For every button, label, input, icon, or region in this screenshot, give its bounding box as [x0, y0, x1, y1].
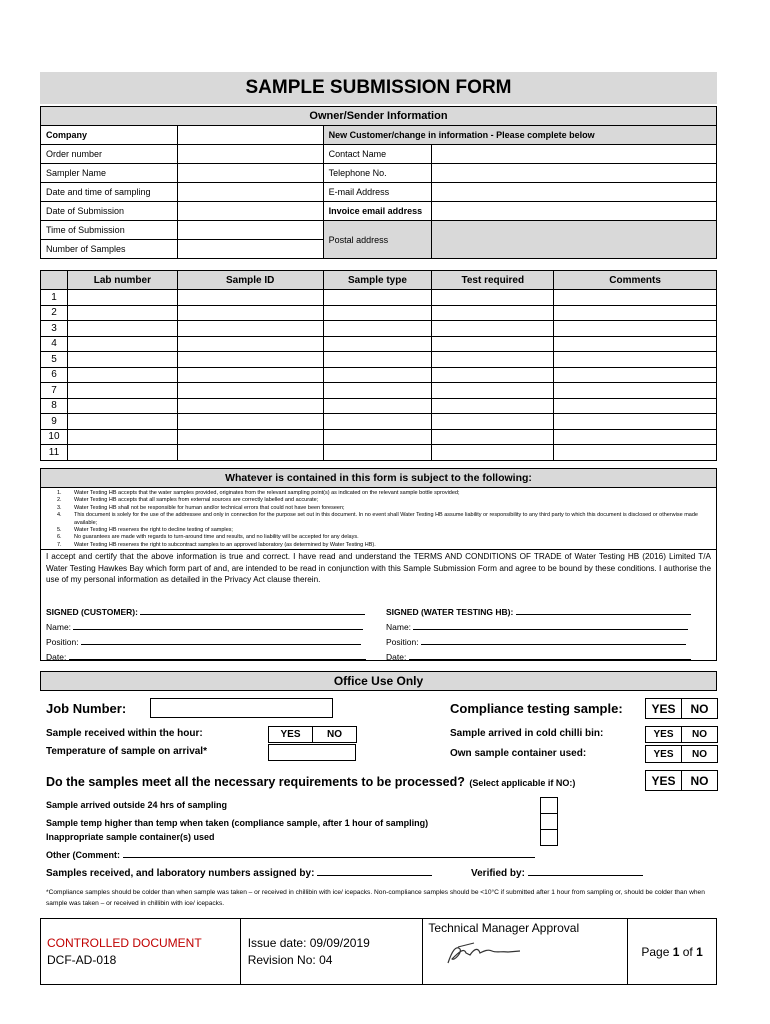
sample-row-number: 4	[41, 336, 68, 352]
terms-item-text: Water Testing HB reserves the right to subcontract samples to an approved laboratory (as determined by Water Testing HB).	[74, 541, 376, 548]
test-required-cell[interactable]	[432, 352, 554, 368]
terms-item-number: 1.	[57, 490, 62, 496]
sample-type-cell[interactable]	[323, 305, 432, 321]
lab-number-header: Lab number	[67, 271, 177, 290]
sample-row	[41, 414, 717, 430]
terms-section	[40, 468, 717, 661]
lab-number-cell[interactable]	[67, 367, 177, 383]
owner-info-header: Owner/Sender Information	[41, 107, 717, 126]
comments-cell[interactable]	[554, 383, 717, 399]
signed-customer-label: SIGNED (CUSTOMER):	[46, 607, 138, 617]
order-number-field[interactable]	[177, 145, 323, 164]
own-container-yes-no	[645, 745, 718, 763]
sample-row-number: 8	[41, 398, 68, 414]
received-assigned-line[interactable]	[317, 875, 432, 876]
terms-item	[47, 497, 710, 504]
postal-address-field[interactable]	[432, 221, 717, 259]
sample-row-number: 9	[41, 414, 68, 430]
terms-item	[47, 505, 710, 512]
terms-item-text: This document is solely for the use of the addressee and only in connection for the purpose set out in this document. In no event shall Water Testing HB assume liability or responsibility to any third party to which this document is disclosed or otherwise made available;	[74, 512, 698, 526]
customer-name-line[interactable]	[73, 629, 363, 630]
sample-id-cell[interactable]	[177, 398, 323, 414]
own-container-label: Own sample container used:	[450, 748, 587, 759]
submission-date-label: Date of Submission	[41, 202, 178, 221]
page-of: of	[679, 944, 697, 959]
owner-info-table	[40, 106, 717, 259]
sample-row	[41, 383, 717, 399]
received-hour-label: Sample received within the hour:	[46, 728, 203, 739]
new-customer-note: New Customer/change in information - Please complete below	[323, 126, 716, 145]
requirements-question-text: Do the samples meet all the necessary requirements to be processed?	[46, 775, 465, 789]
lab-name-line[interactable]	[413, 629, 688, 630]
sample-type-cell[interactable]	[323, 367, 432, 383]
email-label: E-mail Address	[323, 183, 432, 202]
terms-item	[47, 542, 710, 549]
sample-type-cell[interactable]	[323, 414, 432, 430]
lab-number-cell[interactable]	[67, 445, 177, 461]
received-hour-yes-no	[268, 726, 357, 743]
temperature-field[interactable]	[268, 744, 356, 761]
sample-row-number: 11	[41, 445, 68, 461]
sample-row	[41, 321, 717, 337]
compliance-no[interactable]: NO	[682, 699, 718, 719]
terms-item-number: 6.	[57, 534, 62, 541]
reason-outside-24h: Sample arrived outside 24 hrs of sampling	[46, 800, 228, 810]
test-required-cell[interactable]	[432, 429, 554, 445]
sampling-date-label: Date and time of sampling	[41, 183, 178, 202]
postal-address-label: Postal address	[323, 221, 432, 259]
sampling-date-field[interactable]	[177, 183, 323, 202]
sample-id-header: Sample ID	[177, 271, 323, 290]
lab-name-label: Name:	[386, 622, 412, 632]
test-required-cell[interactable]	[432, 414, 554, 430]
form-title-bar	[40, 72, 717, 104]
lab-number-cell[interactable]	[67, 398, 177, 414]
lab-date-label: Date:	[386, 652, 407, 662]
sample-row-number: 1	[41, 290, 68, 306]
own-container-no[interactable]: NO	[682, 746, 718, 763]
page-number-cell	[628, 919, 717, 985]
sample-id-cell[interactable]	[177, 367, 323, 383]
signed-lab-label: SIGNED (WATER TESTING HB):	[386, 607, 514, 617]
acceptance-statement: I accept and certify that the above information is true and correct. I have read and understand the TERMS AND CONDITIONS OF TRADE of Water Testing HB (2016) Limited T/A Water Testing Hawkes Bay which form part of and, are intended to be read in conjunction with this Sample Submission Form and agree to be bound by these conditions. I authorise the use of my personal information as detailed in the Privacy Act clause therein.	[41, 549, 716, 586]
test-required-cell[interactable]	[432, 383, 554, 399]
submission-time-label: Time of Submission	[41, 221, 178, 240]
lab-signature-block	[386, 605, 706, 665]
lab-number-cell[interactable]	[67, 383, 177, 399]
sample-row-number: 3	[41, 321, 68, 337]
requirements-no[interactable]: NO	[682, 771, 718, 791]
page-title: SAMPLE SUBMISSION FORM	[245, 77, 512, 98]
document-code: DCF-AD-018	[47, 952, 117, 967]
terms-item-number: 2.	[57, 497, 62, 504]
cold-bin-no[interactable]: NO	[682, 727, 718, 743]
revision-number: Revision No: 04	[247, 952, 333, 967]
terms-item-text: Water Testing HB accepts that the water samples provided, originates from the relevant sampling point(s) as indicated on the relevant sample bottle sprovided;	[74, 490, 460, 496]
terms-item	[47, 527, 710, 534]
compliance-yes[interactable]: YES	[646, 699, 682, 719]
page-total: 1	[696, 944, 703, 959]
compliance-label: Compliance testing sample:	[450, 701, 623, 716]
sample-row	[41, 290, 717, 306]
received-hour-no[interactable]: NO	[313, 727, 357, 743]
sample-row	[41, 429, 717, 445]
comments-header: Comments	[554, 271, 717, 290]
sample-row-number: 10	[41, 429, 68, 445]
customer-signature-block	[46, 605, 376, 665]
page-prefix: Page	[641, 944, 673, 959]
test-required-cell[interactable]	[432, 367, 554, 383]
checkbox-outside-24h[interactable]	[540, 797, 558, 814]
terms-item-text: Water Testing HB accepts that all samples from external sources are correctly labelled and accurate;	[74, 497, 319, 504]
verified-line[interactable]	[528, 875, 643, 876]
sample-id-cell[interactable]	[177, 429, 323, 445]
samples-table	[40, 270, 717, 461]
sample-row	[41, 336, 717, 352]
comments-cell[interactable]	[554, 398, 717, 414]
sample-type-cell[interactable]	[323, 352, 432, 368]
terms-item	[47, 490, 710, 497]
sample-type-cell[interactable]	[323, 290, 432, 306]
office-use-title: Office Use Only	[333, 674, 424, 688]
terms-item-number: 7.	[57, 541, 62, 548]
sample-row	[41, 398, 717, 414]
terms-item-number: 3.	[57, 504, 62, 511]
terms-item-text: Water Testing HB reserves the right to decline testing of samples;	[74, 527, 233, 534]
sample-type-cell[interactable]	[323, 336, 432, 352]
requirements-question-note: (Select applicable if NO:)	[469, 778, 576, 788]
comments-cell[interactable]	[554, 321, 717, 337]
terms-item-text: Water Testing HB shall not be responsible for human and/or technical errors that could not have been foreseen;	[74, 504, 345, 511]
terms-item	[47, 512, 710, 527]
comments-cell[interactable]	[554, 429, 717, 445]
temperature-label: Temperature of sample on arrival*	[46, 746, 207, 757]
lab-number-cell[interactable]	[67, 336, 177, 352]
company-label: Company	[41, 126, 178, 145]
test-required-cell[interactable]	[432, 305, 554, 321]
cold-bin-yes[interactable]: YES	[646, 727, 682, 743]
comments-cell[interactable]	[554, 290, 717, 306]
sample-id-cell[interactable]	[177, 414, 323, 430]
comments-cell[interactable]	[554, 414, 717, 430]
sample-row-number: 2	[41, 305, 68, 321]
requirements-yes-no	[645, 770, 718, 791]
sample-id-cell[interactable]	[177, 336, 323, 352]
test-required-cell[interactable]	[432, 290, 554, 306]
test-required-cell[interactable]	[432, 321, 554, 337]
controlled-document-cell	[41, 919, 241, 985]
sampler-name-field[interactable]	[177, 164, 323, 183]
document-footer	[40, 918, 717, 985]
compliance-yes-no	[645, 698, 718, 719]
number-of-samples-field[interactable]	[177, 240, 323, 259]
lab-position-label: Position:	[386, 637, 419, 647]
sample-type-cell[interactable]	[323, 445, 432, 461]
email-field[interactable]	[432, 183, 717, 202]
job-number-field[interactable]	[150, 698, 333, 718]
row-number-header	[41, 271, 68, 290]
terms-list	[41, 488, 716, 549]
invoice-email-field[interactable]	[432, 202, 717, 221]
reason-temp-higher: Sample temp higher than temp when taken (compliance sample, after 1 hour of sampling)	[46, 818, 429, 828]
lab-number-cell[interactable]	[67, 352, 177, 368]
telephone-field[interactable]	[432, 164, 717, 183]
approval-label: Technical Manager Approval	[428, 921, 580, 935]
comments-cell[interactable]	[554, 367, 717, 383]
contact-name-field[interactable]	[432, 145, 717, 164]
requirements-question	[46, 773, 575, 791]
sampler-name-label: Sampler Name	[41, 164, 178, 183]
page-current: 1	[672, 944, 680, 959]
sample-row	[41, 352, 717, 368]
sample-type-cell[interactable]	[323, 321, 432, 337]
customer-signature-line[interactable]	[140, 614, 365, 615]
lab-number-cell[interactable]	[67, 290, 177, 306]
terms-header	[41, 469, 716, 488]
invoice-email-label: Invoice email address	[323, 202, 432, 221]
customer-date-label: Date:	[46, 652, 67, 662]
lab-number-cell[interactable]	[67, 321, 177, 337]
sample-row-number: 5	[41, 352, 68, 368]
lab-number-cell[interactable]	[67, 305, 177, 321]
submission-date-field[interactable]	[177, 202, 323, 221]
sample-id-cell[interactable]	[177, 352, 323, 368]
test-required-cell[interactable]	[432, 445, 554, 461]
sample-id-cell[interactable]	[177, 305, 323, 321]
terms-header-text: Whatever is contained in this form is subject to the following:	[225, 472, 532, 484]
sample-row	[41, 305, 717, 321]
sample-id-cell[interactable]	[177, 290, 323, 306]
sample-type-cell[interactable]	[323, 429, 432, 445]
customer-position-line[interactable]	[81, 644, 361, 645]
other-comment-label: Other (Comment:	[46, 850, 120, 860]
lab-signature-line[interactable]	[516, 614, 691, 615]
comments-cell[interactable]	[554, 445, 717, 461]
cold-bin-label: Sample arrived in cold chilli bin:	[450, 728, 604, 739]
terms-item-number: 4.	[57, 512, 62, 519]
test-required-header: Test required	[432, 271, 554, 290]
received-assigned	[46, 868, 643, 879]
own-container-yes[interactable]: YES	[646, 746, 682, 763]
contact-name-label: Contact Name	[323, 145, 432, 164]
reason-inappropriate-container: Inappropriate sample container(s) used	[46, 832, 215, 842]
sample-row-number: 6	[41, 367, 68, 383]
received-hour-yes[interactable]: YES	[269, 727, 313, 743]
received-assigned-label: Samples received, and laboratory numbers assigned by:	[46, 868, 315, 879]
controlled-document-label: CONTROLLED DOCUMENT	[47, 935, 202, 950]
issue-date: Issue date: 09/09/2019	[247, 935, 370, 950]
lab-position-line[interactable]	[421, 644, 686, 645]
test-required-cell[interactable]	[432, 398, 554, 414]
approval-cell	[423, 919, 628, 985]
test-required-cell[interactable]	[432, 336, 554, 352]
lab-number-cell[interactable]	[67, 414, 177, 430]
comments-cell[interactable]	[554, 352, 717, 368]
comments-cell[interactable]	[554, 336, 717, 352]
other-comment-line[interactable]	[123, 857, 535, 858]
sample-type-cell[interactable]	[323, 398, 432, 414]
sample-row	[41, 367, 717, 383]
telephone-label: Telephone No.	[323, 164, 432, 183]
terms-item-number: 5.	[57, 527, 62, 534]
comments-cell[interactable]	[554, 305, 717, 321]
lab-number-cell[interactable]	[67, 429, 177, 445]
requirements-yes[interactable]: YES	[646, 771, 682, 791]
customer-name-label: Name:	[46, 622, 72, 632]
checkbox-temp-higher[interactable]	[540, 813, 558, 830]
lab-date-line[interactable]	[409, 659, 691, 660]
submission-time-field[interactable]	[177, 221, 323, 240]
sample-id-cell[interactable]	[177, 383, 323, 399]
number-of-samples-label: Number of Samples	[41, 240, 178, 259]
cold-bin-yes-no	[645, 726, 718, 743]
verified-label: Verified by:	[471, 868, 525, 879]
sample-type-cell[interactable]	[323, 383, 432, 399]
sample-id-cell[interactable]	[177, 445, 323, 461]
approval-signature-icon	[444, 939, 524, 967]
terms-item-text: No guarantees are made with regards to turn-around time and results, and no liability will be accepted for any delays.	[74, 534, 359, 541]
sample-type-header: Sample type	[323, 271, 432, 290]
office-use-header	[40, 671, 717, 691]
sample-row	[41, 445, 717, 461]
issue-cell	[240, 919, 423, 985]
checkbox-inappropriate-container[interactable]	[540, 829, 558, 846]
order-number-label: Order number	[41, 145, 178, 164]
terms-item	[47, 534, 710, 541]
temperature-footnote: *Compliance samples should be colder than when sample was taken – or received in chillibin with ice/ icepacks. Non-compliance samples should be <10°C if submitted after 1 hour from sampling or, should be colder than when sample was taken – or received in chillibin with ice/ icepacks.	[46, 889, 705, 907]
customer-date-line[interactable]	[69, 659, 366, 660]
customer-position-label: Position:	[46, 637, 79, 647]
sample-row-number: 7	[41, 383, 68, 399]
job-number-label: Job Number:	[46, 701, 127, 716]
company-field[interactable]	[177, 126, 323, 145]
sample-id-cell[interactable]	[177, 321, 323, 337]
other-comment	[46, 850, 535, 860]
